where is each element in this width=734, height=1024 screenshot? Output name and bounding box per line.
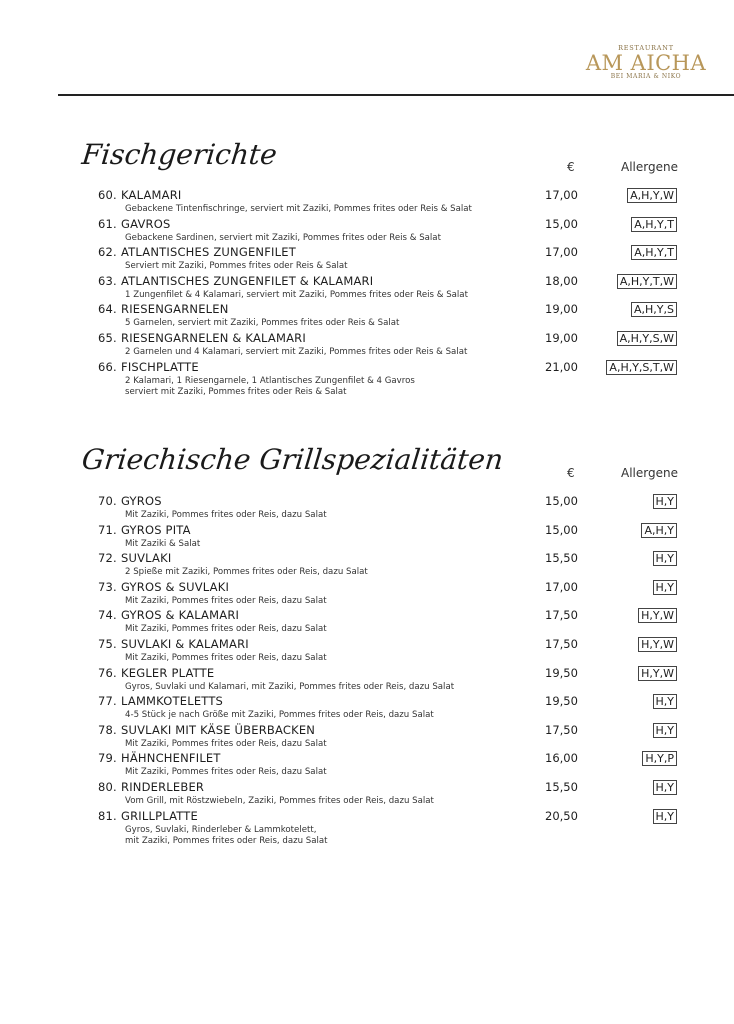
item-name — [98, 694, 223, 708]
item-title: SUVLAKI MIT KÄSE ÜBERBACKEN — [121, 722, 316, 737]
item-name — [98, 551, 171, 565]
item-description — [125, 261, 348, 272]
allergen-badge: A,H,Y,T — [631, 217, 677, 232]
item-title: KEGLER PLATTE — [121, 665, 215, 680]
item-price: 17,00 — [545, 579, 578, 594]
item-number: 60. — [98, 188, 117, 202]
item-description — [125, 796, 434, 807]
description-line: Mit Zaziki & Salat — [125, 538, 201, 549]
allergen-badge: H,Y,W — [638, 666, 677, 681]
item-description — [125, 204, 472, 215]
item-name — [98, 580, 229, 594]
allergen-badge: A,H,Y,T — [631, 245, 677, 260]
description-line: mit Zaziki, Pommes frites oder Reis, dazu Salat — [125, 835, 328, 846]
item-title: GYROS & SUVLAKI — [121, 579, 230, 594]
item-description — [125, 739, 327, 750]
item-description — [125, 596, 327, 607]
description-line: Gyros, Suvlaki und Kalamari, mit Zaziki, Pommes frites oder Reis, dazu Salat — [125, 681, 455, 692]
item-price: 16,00 — [545, 751, 578, 766]
price-column-header: € — [567, 160, 575, 174]
item-title: SUVLAKI & KALAMARI — [121, 637, 249, 651]
description-line: Gebackene Sardinen, serviert mit Zaziki, Pommes frites oder Reis & Salat — [125, 232, 441, 243]
allergen-badge: H,Y — [653, 551, 678, 566]
allergen-badge: H,Y — [653, 494, 678, 509]
item-title: RINDERLEBER — [121, 780, 205, 794]
allergen-badge: H,Y — [653, 809, 678, 824]
item-number: 71. — [98, 522, 117, 537]
description-line: Mit Zaziki, Pommes frites oder Reis, dazu Salat — [125, 624, 327, 635]
item-title: RIESENGARNELEN — [121, 302, 229, 317]
allergen-badge: A,H,Y,S,W — [617, 331, 677, 346]
description-line: serviert mit Zaziki, Pommes frites oder Reis & Salat — [125, 386, 347, 397]
item-title: ATLANTISCHES ZUNGENFILET & KALAMARI — [121, 273, 374, 288]
item-name — [98, 666, 214, 680]
description-line: 2 Kalamari, 1 Riesengarnele, 1 Atlantisches Zungenfilet & 4 Gavros — [125, 375, 415, 386]
description-line: Gyros, Suvlaki, Rinderleber & Lammkotelett, — [125, 824, 317, 835]
item-title: GRILLPLATTE — [121, 808, 199, 823]
item-price: 19,50 — [545, 694, 578, 709]
item-price: 15,00 — [545, 494, 578, 508]
item-description — [125, 682, 454, 693]
item-title: RIESENGARNELEN & KALAMARI — [121, 331, 306, 345]
item-name — [98, 723, 315, 737]
item-price: 17,50 — [545, 608, 578, 623]
description-line: 1 Zungenfilet & 4 Kalamari, serviert mit Zaziki, Pommes frites oder Reis & Salat — [125, 289, 468, 300]
description-line: Mit Zaziki, Pommes frites oder Reis, dazu Salat — [125, 510, 327, 520]
item-name — [98, 245, 296, 259]
item-description — [125, 825, 328, 848]
allergen-badge: A,H,Y,S,T,W — [606, 360, 677, 375]
allergen-column-header: Allergene — [621, 466, 678, 480]
item-price: 15,50 — [545, 551, 578, 566]
item-number: 63. — [98, 273, 117, 288]
item-description — [125, 767, 327, 778]
item-price: 17,00 — [545, 245, 578, 260]
description-line: Mit Zaziki, Pommes frites oder Reis, dazu Salat — [125, 738, 327, 749]
description-line: Gebackene Tintenfischringe, serviert mit Zaziki, Pommes frites oder Reis & Salat — [125, 204, 472, 214]
item-name — [98, 780, 204, 794]
item-description — [125, 710, 434, 721]
item-price: 15,50 — [545, 780, 578, 794]
description-line: Serviert mit Zaziki, Pommes frites oder Reis & Salat — [125, 261, 348, 272]
allergen-badge: H,Y,W — [638, 608, 677, 623]
item-title: GYROS & KALAMARI — [121, 608, 240, 623]
item-number: 78. — [98, 722, 117, 737]
item-name — [98, 274, 373, 288]
item-number: 72. — [98, 551, 117, 566]
item-number: 81. — [98, 808, 117, 823]
item-price: 15,00 — [545, 522, 578, 537]
item-number: 75. — [98, 637, 117, 651]
logo-main-text: AM AICHA — [585, 51, 707, 75]
item-price: 17,50 — [545, 722, 578, 737]
item-name — [98, 523, 191, 537]
item-price: 19,50 — [545, 665, 578, 680]
item-number: 66. — [98, 359, 117, 374]
item-name — [98, 360, 199, 374]
item-number: 61. — [98, 216, 117, 231]
item-title: GYROS — [121, 494, 162, 508]
item-name — [98, 637, 249, 651]
item-number: 70. — [98, 494, 117, 508]
item-name — [98, 217, 170, 231]
item-title: HÄHNCHENFILET — [121, 751, 221, 766]
item-title: GAVROS — [121, 216, 171, 231]
description-line: 5 Garnelen, serviert mit Zaziki, Pommes frites oder Reis & Salat — [125, 318, 400, 329]
item-name — [98, 302, 229, 316]
allergen-badge: H,Y,W — [638, 637, 677, 652]
item-number: 80. — [98, 780, 117, 794]
allergen-badge: H,Y — [653, 580, 678, 595]
item-description — [125, 290, 468, 301]
item-price: 19,00 — [545, 331, 578, 345]
description-line: Mit Zaziki, Pommes frites oder Reis, dazu Salat — [125, 767, 327, 778]
logo-sub-text: BEI MARIA & NIKO — [610, 73, 682, 80]
item-title: ATLANTISCHES ZUNGENFILET — [121, 245, 296, 260]
item-number: 74. — [98, 608, 117, 623]
item-number: 73. — [98, 579, 117, 594]
item-price: 20,50 — [545, 808, 578, 823]
item-number: 65. — [98, 331, 117, 345]
item-description — [125, 567, 368, 578]
allergen-badge: H,Y — [653, 780, 678, 795]
allergen-badge: H,Y — [653, 694, 678, 709]
item-name — [98, 331, 306, 345]
item-description — [125, 233, 441, 244]
item-title: SUVLAKI — [121, 551, 172, 566]
allergen-badge: H,Y — [653, 723, 678, 738]
header-divider — [58, 94, 734, 96]
item-price: 17,50 — [545, 637, 578, 651]
logo-top-text: RESTAURANT — [618, 44, 674, 52]
item-description — [125, 347, 467, 358]
description-line: Vom Grill, mit Röstzwiebeln, Zaziki, Pommes frites oder Reis, dazu Salat — [125, 796, 434, 806]
item-price: 21,00 — [545, 359, 578, 374]
section-title: Griechische Grillspezialitäten — [80, 443, 505, 476]
description-line: 2 Garnelen und 4 Kalamari, serviert mit Zaziki, Pommes frites oder Reis & Salat — [125, 347, 468, 357]
allergen-badge: H,Y,P — [642, 751, 677, 766]
item-description — [125, 510, 327, 521]
item-price: 18,00 — [545, 273, 578, 288]
price-column-header: € — [567, 466, 575, 480]
item-number: 77. — [98, 694, 117, 709]
item-title: LAMMKOTELETTS — [121, 694, 224, 709]
item-number: 64. — [98, 302, 117, 317]
item-number: 62. — [98, 245, 117, 260]
item-description — [125, 318, 399, 329]
item-description — [125, 624, 327, 635]
description-line: 2 Spieße mit Zaziki, Pommes frites oder Reis, dazu Salat — [125, 567, 368, 578]
item-price: 19,00 — [545, 302, 578, 317]
allergen-badge: A,H,Y,S — [631, 302, 677, 317]
item-name — [98, 751, 221, 765]
item-price: 15,00 — [545, 216, 578, 231]
item-name — [98, 188, 182, 202]
allergen-badge: A,H,Y,T,W — [617, 274, 677, 289]
restaurant-logo — [580, 44, 712, 80]
item-number: 79. — [98, 751, 117, 766]
item-name — [98, 809, 198, 823]
description-line: Mit Zaziki, Pommes frites oder Reis, dazu Salat — [125, 653, 327, 663]
item-description — [125, 653, 327, 664]
description-line: Mit Zaziki, Pommes frites oder Reis, dazu Salat — [125, 595, 327, 606]
allergen-column-header: Allergene — [621, 160, 678, 174]
item-title: FISCHPLATTE — [121, 359, 199, 374]
allergen-badge: A,H,Y — [641, 523, 677, 538]
item-name — [98, 494, 162, 508]
allergen-badge: A,H,Y,W — [627, 188, 677, 203]
item-title: GYROS PITA — [121, 522, 191, 537]
item-title: KALAMARI — [121, 188, 182, 202]
section-title: Fischgerichte — [80, 138, 279, 171]
item-description — [125, 376, 415, 399]
item-price: 17,00 — [545, 188, 578, 202]
item-description — [125, 539, 200, 550]
description-line: 4-5 Stück je nach Größe mit Zaziki, Pommes frites oder Reis, dazu Salat — [125, 710, 434, 721]
item-number: 76. — [98, 665, 117, 680]
item-name — [98, 608, 239, 622]
